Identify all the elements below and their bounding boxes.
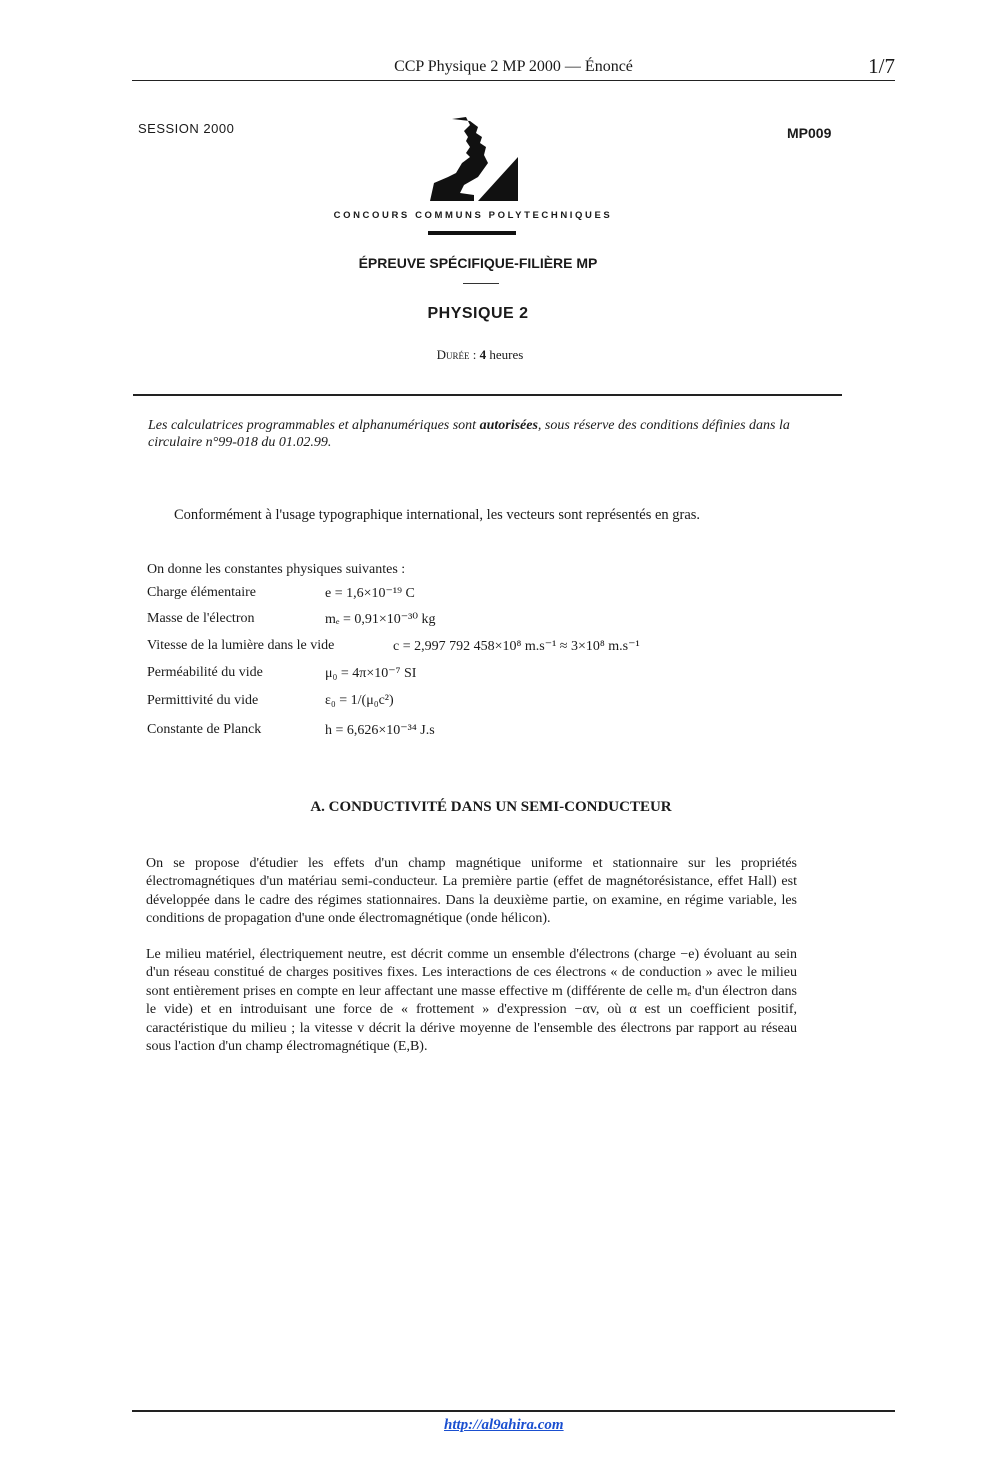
exam-code: MP009 <box>787 125 832 141</box>
epreuve-title: ÉPREUVE SPÉCIFIQUE-FILIÈRE MP <box>358 255 598 271</box>
constant-value: μ₀ = 4π×10⁻⁷ SI <box>325 666 417 681</box>
page-number: 1/7 <box>868 54 895 78</box>
session-label: SESSION 2000 <box>138 121 235 136</box>
calculator-notice-text: Les calculatrices programmables et alphanumériques sont <box>148 418 480 433</box>
title-divider <box>463 283 499 284</box>
constant-label: Perméabilité du vide <box>147 665 263 680</box>
constant-value: ε₀ = 1/(μ₀c²) <box>325 693 394 708</box>
footer-link[interactable]: http://al9ahira.com <box>444 1417 564 1433</box>
constant-value: e = 1,6×10⁻¹⁹ C <box>325 586 415 601</box>
running-header <box>132 56 895 81</box>
paragraph-text: On se propose d'étudier les effets d'un champ magnétique uniforme et stationnaire sur les propriétés électromagnétiques d'un matériau semi-conducteur. La première partie (effet de magnétorésistance, effet Hall) est développée dans le cadre des régimes stationnaires. Dans la deuxième partie, on examine, en régime variable, les conditions de propagation d'une onde électromagnétique (onde hélicon). <box>146 856 797 927</box>
duration-value: 4 <box>479 347 487 362</box>
footer-separator <box>132 1410 895 1412</box>
calculator-notice <box>148 417 800 451</box>
duration-label: Durée : <box>436 347 480 362</box>
duration <box>380 347 580 363</box>
section-a-paragraph-1 <box>146 855 797 929</box>
calculator-notice-text-end: , sous réserve des conditions définies dans la circulaire n°99-018 du 01.02.99. <box>148 418 790 450</box>
ccp-profile-logo-icon <box>426 117 520 207</box>
section-a-paragraph-2 <box>146 946 797 1056</box>
constant-label: Permittivité du vide <box>147 693 259 708</box>
constant-label: Constante de Planck <box>147 722 262 737</box>
constant-value: mₑ = 0,91×10⁻³⁰ kg <box>325 612 436 627</box>
constants-intro: On donne les constantes physiques suivantes : <box>147 562 406 577</box>
ccp-organisation-name: CONCOURS COMMUNS POLYTECHNIQUES <box>333 210 613 221</box>
logo-underline <box>428 231 516 235</box>
constant-value: c = 2,997 792 458×10⁸ m.s⁻¹ ≈ 3×10⁸ m.s⁻¹ <box>393 639 640 654</box>
typography-note: Conformément à l'usage typographique international, les vecteurs sont représentés en gras. <box>174 507 701 523</box>
header-separator <box>133 394 842 396</box>
section-a-title: A. CONDUCTIVITÉ DANS UN SEMI-CONDUCTEUR <box>310 799 672 815</box>
duration-unit: heures <box>486 347 524 362</box>
subject-title: PHYSIQUE 2 <box>427 305 529 322</box>
header-title: CCP Physique 2 MP 2000 — Énoncé <box>394 58 633 75</box>
paragraph-text: Le milieu matériel, électriquement neutre, est décrit comme un ensemble d'électrons (charge −e) évoluant au sein d'un réseau constitué de charges positives fixes. Les interactions de ces électrons « de conduction » avec le milieu sont entièrement prises en compte en leur affectant une masse effective m (différente de celle mₑ d'un électron dans le vide) et en introduisant une force de « frottement » d'expression −αv, où α est un coefficient positif, caractéristique du milieu ; la vitesse v décrit la dérive moyenne de l'ensemble des électrons par rapport au réseau sous l'action d'un champ électromagnétique (E,B). <box>146 947 797 1055</box>
constant-label: Vitesse de la lumière dans le vide <box>147 638 335 653</box>
constant-value: h = 6,626×10⁻³⁴ J.s <box>325 723 435 738</box>
calculator-notice-emphasis: autorisées <box>479 418 538 433</box>
constant-label: Masse de l'électron <box>147 611 255 626</box>
constant-label: Charge élémentaire <box>147 585 256 600</box>
